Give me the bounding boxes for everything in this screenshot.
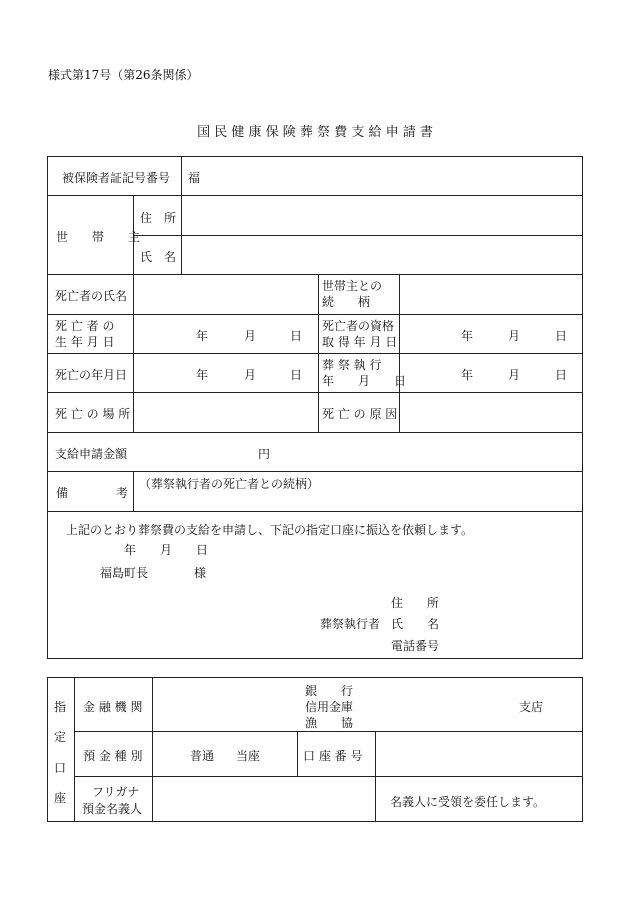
account-section-char-4: 座 (54, 791, 67, 805)
birth-date-label-line2: 生 年 月 日 (55, 335, 115, 349)
qualification-day-unit: 日 (555, 329, 568, 343)
account-number-label: 口 座 番 号 (303, 749, 363, 763)
institution-fishery-coop[interactable]: 漁 協 (305, 716, 354, 730)
qualification-date-label (322, 318, 397, 350)
qualification-year-unit: 年 (461, 329, 474, 343)
amount-unit: 円 (258, 447, 271, 461)
household-head-address-field[interactable] (184, 198, 580, 232)
birth-date-label-line1: 死 亡 者 の (55, 319, 115, 333)
household-head-name-field[interactable] (184, 238, 580, 272)
death-cause-field[interactable] (402, 395, 580, 429)
account-section-char-2: 定 (54, 730, 67, 744)
deceased-name-field[interactable] (136, 277, 316, 311)
death-year-unit: 年 (196, 368, 209, 382)
holder-name-field[interactable] (155, 779, 372, 819)
addressee: 福島町長 (100, 566, 149, 580)
account-section-char-1: 指 (54, 700, 67, 714)
executor-address-label: 住 所 (391, 596, 440, 610)
branch-label: 支店 (519, 700, 544, 714)
household-head-label: 世 帯 主 (56, 230, 141, 244)
relation-label-line1: 世帯主との (322, 279, 383, 293)
funeral-month-unit: 月 (508, 368, 521, 382)
birth-year-unit: 年 (196, 329, 209, 343)
institution-label: 金 融 機 関 (83, 700, 143, 714)
relation-label (322, 278, 382, 310)
death-cause-label: 死 亡 の 原 因 (322, 407, 398, 421)
insured-number-value[interactable]: 福 (188, 171, 201, 185)
death-date-label: 死亡の年月日 (55, 368, 128, 382)
page-title: 国 民 健 康 保 険 葬 祭 費 支 給 申 請 書 (197, 125, 433, 140)
insured-number-label: 被保険者証記号番号 (62, 171, 171, 185)
remarks-label: 備 考 (56, 486, 129, 500)
deposit-type-ordinary[interactable]: 普通 (190, 749, 215, 763)
funeral-date-label-line1: 葬 祭 執 行 (322, 358, 382, 372)
remarks-note: （葬祭執行者の死亡者との続柄） (139, 477, 320, 491)
death-day-unit: 日 (290, 368, 303, 382)
birth-month-unit: 月 (244, 329, 257, 343)
delegation-text: 名義人に受領を委任します。 (390, 795, 546, 809)
household-head-address-label: 住 所 (140, 211, 177, 225)
funeral-year-unit: 年 (461, 368, 474, 382)
executor-name-label: 氏 名 (391, 617, 440, 631)
funeral-date-label-line2: 年 月 日 (322, 374, 407, 388)
declaration-date: 年 月 日 (124, 543, 209, 557)
executor-label: 葬祭執行者 (320, 617, 381, 631)
institution-bank[interactable]: 銀 行 (305, 684, 354, 698)
birth-date-label (55, 318, 114, 350)
form-number: 様式第17号（第26条関係） (48, 68, 199, 82)
qualification-date-label-line2: 取 得 年 月 日 (322, 335, 398, 349)
death-place-label: 死 亡 の 場 所 (55, 407, 131, 421)
deposit-type-current[interactable]: 当座 (236, 749, 261, 763)
qualification-month-unit: 月 (508, 329, 521, 343)
death-month-unit: 月 (244, 368, 257, 382)
household-head-name-label: 氏 名 (140, 250, 177, 264)
relation-label-line2: 続 柄 (322, 295, 371, 309)
relation-field[interactable] (402, 277, 580, 311)
deposit-type-label: 預 金 種 別 (83, 749, 143, 763)
qualification-date-label-line1: 死亡者の資格 (322, 319, 395, 333)
death-place-field[interactable] (136, 395, 316, 429)
deceased-name-label: 死亡者の氏名 (55, 289, 128, 303)
holder-label: 預金名義人 (82, 802, 143, 816)
funeral-day-unit: 日 (555, 368, 568, 382)
institution-credit-union[interactable]: 信用金庫 (305, 700, 354, 714)
declaration-text: 上記のとおり葬祭費の支給を申請し、下記の指定口座に振込を依頼します。 (66, 523, 474, 537)
funeral-date-label (322, 357, 406, 389)
account-number-field[interactable] (378, 734, 580, 773)
furigana-label: フリガナ (92, 785, 140, 799)
account-section-char-3: 口 (54, 761, 67, 775)
addressee-honorific: 様 (194, 566, 207, 580)
executor-phone-label: 電話番号 (391, 639, 440, 653)
amount-label: 支給申請金額 (55, 447, 128, 461)
birth-day-unit: 日 (290, 329, 303, 343)
